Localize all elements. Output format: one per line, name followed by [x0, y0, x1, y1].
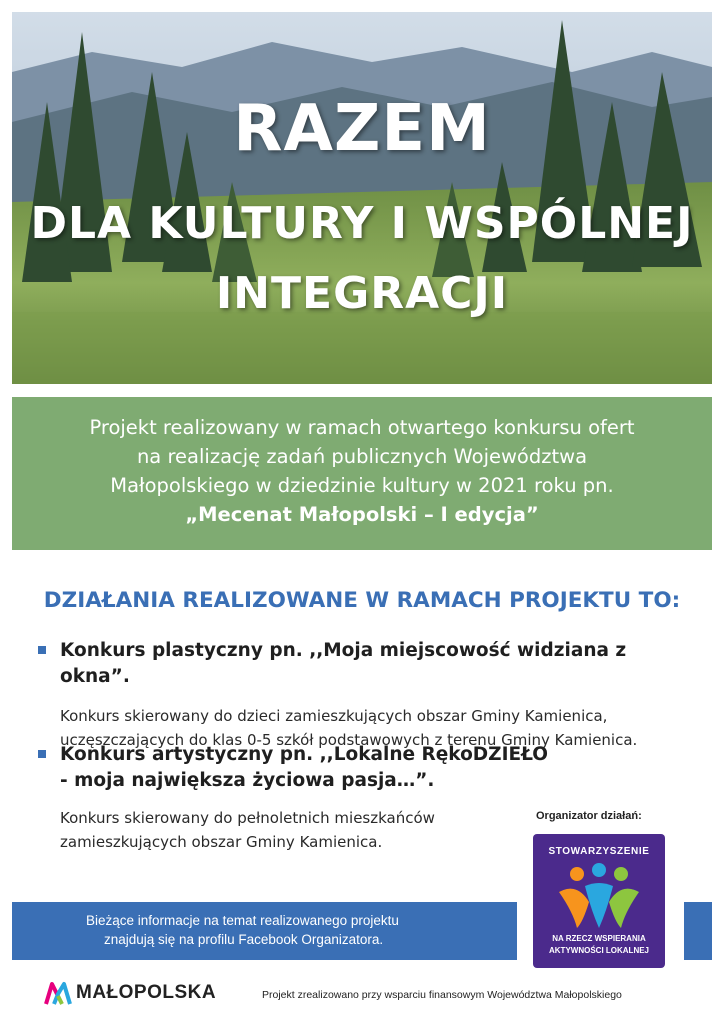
- band-line3: Małopolskiego w dziedzinie kultury w 2021 roku pn.: [110, 474, 614, 497]
- item-desc-line2: zamieszkujących obszar Gminy Kamienica.: [60, 833, 383, 851]
- band-line1: Projekt realizowany w ramach otwartego konkursu ofert: [89, 416, 635, 439]
- malopolska-logo: [44, 980, 234, 1008]
- malopolska-m-icon: [44, 980, 72, 1006]
- hero-title-line1: RAZEM: [233, 92, 491, 166]
- bullet-icon: [38, 750, 46, 758]
- item-desc-line1: Konkurs skierowany do pełnoletnich mieszkańców: [60, 809, 435, 827]
- band-line2: na realizację zadań publicznych Województwa: [136, 445, 588, 468]
- project-info-band: [12, 397, 712, 550]
- facebook-info-line1: Bieżące informacje na temat realizowanego projektu: [86, 913, 399, 928]
- decorative-blue-block: [684, 902, 712, 960]
- organizer-logo-bottom-line1: NA RZECZ WSPIERANIA: [552, 934, 646, 943]
- organizer-logo-top-text: STOWARZYSZENIE: [548, 846, 650, 857]
- list-item: [38, 638, 678, 752]
- item-title: Konkurs plastyczny pn. ,,Moja miejscowość widziana z okna”.: [60, 640, 627, 687]
- funding-note: Projekt zrealizowano przy wsparciu finansowym Województwa Małopolskiego: [262, 989, 622, 1001]
- facebook-info-line2: znajdują się na profilu Facebook Organizatora.: [104, 932, 384, 947]
- item-desc-line1: Konkurs skierowany do dzieci zamieszkujących obszar Gminy Kamienica,: [60, 707, 608, 725]
- organizer-logo-bottom-line2: AKTYWNOŚCI LOKALNEJ: [549, 946, 649, 955]
- bullet-icon: [38, 646, 46, 654]
- item-title: [60, 742, 678, 794]
- facebook-info-bar: [12, 902, 517, 960]
- malopolska-logo-text: MAŁOPOLSKA: [76, 982, 217, 1003]
- item-title-line2: - moja największa życiowa pasja…”.: [60, 770, 435, 791]
- hero-banner: [12, 12, 712, 384]
- band-program-name: „Mecenat Małopolski – I edycja”: [185, 503, 539, 526]
- item-title-line1: Konkurs artystyczny pn. ,,Lokalne RękoDZIEŁO: [60, 744, 549, 765]
- people-figures-icon: [555, 862, 643, 932]
- hero-title-line2: DLA KULTURY I WSPÓLNEJ: [30, 198, 694, 249]
- organizer-logo: [533, 834, 665, 968]
- hero-title-line3: INTEGRACJI: [215, 268, 509, 319]
- item-desc-line2: uczęszczających do klas 0-5 szkół podstawowych z terenu Gminy Kamienica.: [60, 731, 638, 749]
- organizer-label: Organizator działań:: [536, 810, 642, 822]
- section-heading: DZIAŁANIA REALIZOWANE W RAMACH PROJEKTU TO:: [43, 588, 681, 613]
